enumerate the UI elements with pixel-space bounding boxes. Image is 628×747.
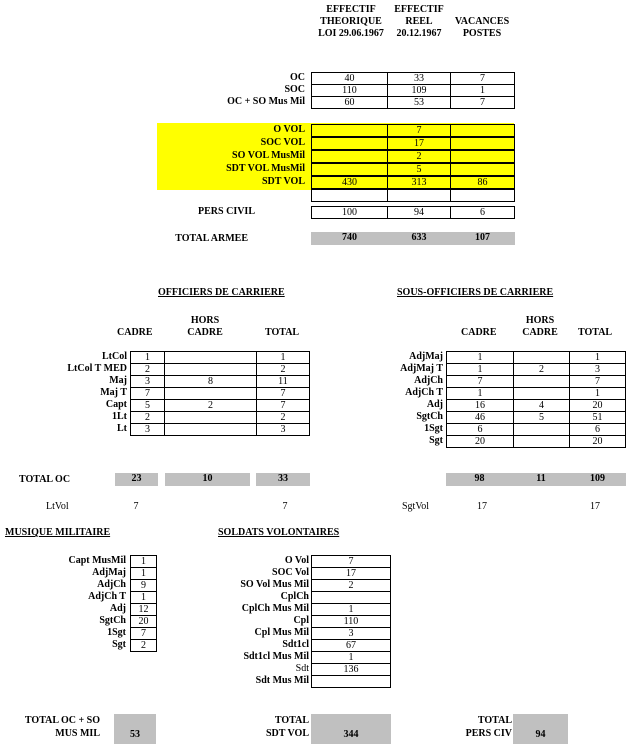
ltvol-total: 7 (282, 501, 288, 512)
total-pers-civ-label: TOTAL PERS CIV (465, 715, 512, 739)
main-row-cell: 86 (450, 176, 515, 189)
main-row-label: SDT VOL MusMil (226, 163, 305, 174)
officiers-hors-cadre-header: HORS CADRE (187, 315, 223, 338)
sous-officiers-row-label: AdjMaj (409, 351, 443, 362)
sous-officiers-cell: 20 (569, 435, 626, 448)
ltvol-label: LtVol (46, 501, 69, 512)
officiers-cell: 3 (256, 423, 310, 436)
officiers-cell: 3 (130, 375, 165, 388)
total-oc-cell: 33 (256, 473, 310, 486)
sous-officiers-cell: 5 (513, 411, 570, 424)
sous-officiers-cell: 1 (569, 387, 626, 400)
main-row-label: SOC (284, 84, 305, 95)
sous-officiers-row-label: AdjMaj T (400, 363, 443, 374)
main-row-cell: 7 (450, 96, 515, 109)
empty-cell (311, 189, 388, 202)
main-row-cell (311, 137, 388, 150)
musique-row-label: Sgt (112, 639, 126, 650)
ltvol-cadre: 7 (133, 501, 139, 512)
total-oc-cell: 10 (165, 473, 250, 486)
sous-officiers-row-label: AdjCh T (405, 387, 443, 398)
sgtvol-label: SgtVol (402, 501, 430, 512)
musique-row-label: AdjCh T (88, 591, 126, 602)
sous-officiers-cell: 6 (446, 423, 514, 436)
sous-officiers-total-header: TOTAL (578, 327, 613, 338)
musique-row-label: AdjMaj (92, 567, 126, 578)
total-mus-mil-label: TOTAL OC + SO MUS MIL (24, 715, 100, 739)
officiers-cell: 7 (130, 387, 165, 400)
soldats-row-label: CplCh Mus Mil (241, 603, 309, 614)
soldats-cell: 17 (311, 567, 391, 580)
soldats-row-label: CplCh (280, 591, 309, 602)
header-effectif-reel: EFFECTIF REEL 20.12.1967 (394, 4, 444, 39)
main-row-cell: 7 (450, 72, 515, 85)
header-vacances-postes: VACANCES POSTES (454, 16, 510, 39)
officiers-cell: 2 (130, 363, 165, 376)
sous-officiers-cell: 1 (446, 363, 514, 376)
main-row-cell (311, 150, 388, 163)
soldats-row-label: Sdt1cl Mus Mil (243, 651, 309, 662)
soldats-cell: 110 (311, 615, 391, 628)
pers-civil-cell: 6 (450, 206, 515, 219)
total-sdt-vol-label: TOTAL SDT VOL (265, 715, 309, 739)
musique-row-label: 1Sgt (107, 627, 126, 638)
main-row-cell: 313 (387, 176, 451, 189)
main-row-cell: 1 (450, 84, 515, 97)
sous-officiers-cell: 4 (513, 399, 570, 412)
officiers-total-header: TOTAL (265, 327, 300, 338)
main-row-cell: 60 (311, 96, 388, 109)
musique-row-label: Adj (109, 603, 126, 614)
soldats-row-label: Sdt Mus Mil (255, 675, 309, 686)
officiers-cell: 1 (130, 351, 165, 364)
total-sdt-vol-value: 344 (311, 714, 391, 744)
sous-officiers-cell: 1 (446, 387, 514, 400)
main-row-label: SDT VOL (261, 176, 305, 187)
sous-officiers-row-label: 1Sgt (424, 423, 443, 434)
officiers-row-label: Capt (105, 399, 127, 410)
sous-officiers-cell: 51 (569, 411, 626, 424)
main-row-cell: 109 (387, 84, 451, 97)
main-row-label: SOC VOL (260, 137, 305, 148)
musique-cell: 7 (130, 627, 157, 640)
pers-civil-cell: 94 (387, 206, 451, 219)
pers-civil-cell: 100 (311, 206, 388, 219)
soldats-row-label: SOC Vol (272, 567, 309, 578)
officiers-cell: 2 (164, 399, 257, 412)
total-mus-mil-value: 53 (114, 714, 156, 744)
soldats-title: SOLDATS VOLONTAIRES (218, 527, 340, 538)
soldats-cell: 2 (311, 579, 391, 592)
total-armee-label: TOTAL ARMEE (175, 233, 248, 244)
musique-cell: 12 (130, 603, 157, 616)
empty-cell (450, 189, 515, 202)
main-row-label: OC + SO Mus Mil (227, 96, 305, 107)
musique-row-label: SgtCh (99, 615, 126, 626)
officiers-cell: 7 (256, 387, 310, 400)
main-row-cell: 430 (311, 176, 388, 189)
officiers-cell: 2 (256, 363, 310, 376)
main-row-cell: 5 (387, 163, 451, 176)
soldats-cell: 3 (311, 627, 391, 640)
officiers-row-label: 1Lt (112, 411, 127, 422)
main-row-cell (450, 137, 515, 150)
musique-cell: 20 (130, 615, 157, 628)
officiers-cell: 3 (130, 423, 165, 436)
main-row-cell: 17 (387, 137, 451, 150)
total-so-cell: 109 (569, 473, 626, 486)
officiers-row-label: LtCol T MED (67, 363, 127, 374)
soldats-cell: 1 (311, 651, 391, 664)
sous-officiers-cadre-header: CADRE (461, 327, 497, 338)
soldats-cell (311, 675, 391, 688)
officiers-cell: 2 (256, 411, 310, 424)
officiers-cell: 2 (130, 411, 165, 424)
officiers-cell: 1 (256, 351, 310, 364)
musique-cell: 1 (130, 591, 157, 604)
musique-cell: 2 (130, 639, 157, 652)
officiers-row-label: LtCol (102, 351, 127, 362)
sous-officiers-title: SOUS-OFFICIERS DE CARRIERE (397, 287, 554, 298)
sous-officiers-row-label: SgtCh (416, 411, 443, 422)
main-row-cell (450, 124, 515, 137)
officiers-title: OFFICIERS DE CARRIERE (158, 287, 285, 298)
musique-row-label: Capt MusMil (68, 555, 126, 566)
soldats-row-label: SO Vol Mus Mil (240, 579, 309, 590)
sous-officiers-cell: 3 (569, 363, 626, 376)
main-row-cell: 33 (387, 72, 451, 85)
main-row-cell: 2 (387, 150, 451, 163)
officiers-cell (164, 423, 257, 436)
soldats-row-label: O Vol (284, 555, 309, 566)
pers-civil-label: PERS CIVIL (198, 206, 255, 217)
main-row-label: O VOL (273, 124, 305, 135)
sous-officiers-cell: 7 (569, 375, 626, 388)
main-row-cell: 53 (387, 96, 451, 109)
soldats-cell: 7 (311, 555, 391, 568)
sous-officiers-cell: 20 (569, 399, 626, 412)
soldats-row-label: Sdt1cl (282, 639, 309, 650)
main-row-cell (450, 163, 515, 176)
sous-officiers-cell: 2 (513, 363, 570, 376)
officiers-cell: 7 (256, 399, 310, 412)
total-armee-cell: 740 (311, 232, 388, 245)
musique-cell: 9 (130, 579, 157, 592)
sous-officiers-row-label: AdjCh (414, 375, 443, 386)
musique-cell: 1 (130, 555, 157, 568)
main-row-label: SO VOL MusMil (232, 150, 305, 161)
sgtvol-cadre: 17 (477, 501, 487, 512)
musique-cell: 1 (130, 567, 157, 580)
header-effectif-theorique: EFFECTIF THEORIQUE LOI 29.06.1967 (318, 4, 384, 39)
officiers-row-label: Lt (117, 423, 127, 434)
officiers-cell: 11 (256, 375, 310, 388)
total-armee-cell: 633 (387, 232, 451, 245)
sous-officiers-cell: 7 (446, 375, 514, 388)
soldats-cell: 1 (311, 603, 391, 616)
musique-row-label: AdjCh (97, 579, 126, 590)
officiers-cell: 8 (164, 375, 257, 388)
soldats-row-label: Sdt (295, 663, 309, 674)
total-armee-cell: 107 (450, 232, 515, 245)
main-row-label: OC (290, 72, 305, 83)
officiers-cell: 5 (130, 399, 165, 412)
sous-officiers-cell: 1 (446, 351, 514, 364)
soldats-cell: 67 (311, 639, 391, 652)
sous-officiers-cell: 1 (569, 351, 626, 364)
main-row-cell: 7 (387, 124, 451, 137)
total-oc-label: TOTAL OC (19, 474, 71, 485)
officiers-row-label: Maj T (100, 387, 127, 398)
officiers-row-label: Maj (109, 375, 127, 386)
officiers-cadre-header: CADRE (117, 327, 153, 338)
main-row-cell (311, 163, 388, 176)
sous-officiers-cell: 6 (569, 423, 626, 436)
sous-officiers-cell: 16 (446, 399, 514, 412)
sgtvol-total: 17 (590, 501, 600, 512)
empty-cell (387, 189, 451, 202)
soldats-row-label: Cpl Mus Mil (254, 627, 309, 638)
main-row-cell: 40 (311, 72, 388, 85)
sous-officiers-cell: 20 (446, 435, 514, 448)
soldats-cell: 136 (311, 663, 391, 676)
sous-officiers-cell: 46 (446, 411, 514, 424)
total-so-cell: 98 (446, 473, 513, 486)
sous-officiers-row-label: Adj (426, 399, 443, 410)
main-row-cell (311, 124, 388, 137)
sous-officiers-hors-cadre-header: HORS CADRE (522, 315, 558, 338)
sous-officiers-cell (513, 435, 570, 448)
total-pers-civ-value: 94 (513, 714, 568, 744)
main-row-cell (450, 150, 515, 163)
total-oc-cell: 23 (115, 473, 158, 486)
soldats-row-label: Cpl (293, 615, 309, 626)
musique-title: MUSIQUE MILITAIRE (5, 527, 111, 538)
total-so-cell: 11 (513, 473, 569, 486)
sous-officiers-row-label: Sgt (429, 435, 443, 446)
main-row-cell: 110 (311, 84, 388, 97)
